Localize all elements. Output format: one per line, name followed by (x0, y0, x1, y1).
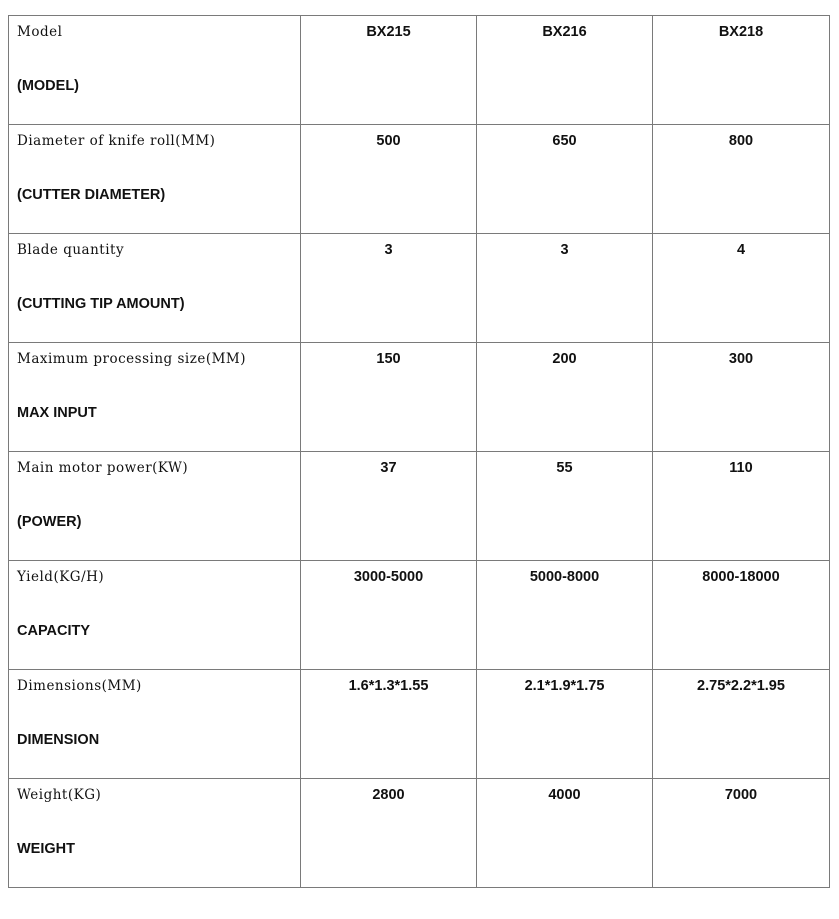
row-label-cell (9, 670, 301, 779)
row-label: Main motor power(KW) (17, 460, 189, 476)
row-sublabel: (CUTTER DIAMETER) (17, 187, 166, 203)
value-cell (301, 670, 477, 779)
value-cell (477, 452, 653, 561)
cell-value: 300 (728, 351, 754, 367)
table-row-dimension (9, 670, 830, 779)
value-cell (477, 125, 653, 234)
cell-value: BX215 (366, 24, 411, 40)
row-label: Maximum processing size(MM) (17, 351, 246, 367)
row-label: Model (17, 24, 63, 40)
cell-value: 3 (560, 242, 569, 258)
table-row-max-input (9, 343, 830, 452)
value-cell (653, 670, 830, 779)
cell-value: 2800 (372, 787, 405, 803)
value-cell (653, 561, 830, 670)
cell-value: 150 (376, 351, 401, 367)
row-label-cell (9, 452, 301, 561)
cell-value: 4 (736, 242, 746, 258)
cell-value: 5000-8000 (529, 569, 600, 585)
cell-value: 650 (552, 133, 577, 149)
cell-value: 1.6*1.3*1.55 (348, 678, 429, 694)
row-label: Dimensions(MM) (17, 678, 142, 694)
cell-value: 110 (729, 460, 753, 476)
value-cell (477, 779, 653, 888)
cell-value: BX218 (718, 24, 764, 40)
table-row-weight (9, 779, 830, 888)
value-cell (653, 452, 830, 561)
value-cell (653, 16, 830, 125)
row-label-cell (9, 16, 301, 125)
row-sublabel: MAX INPUT (17, 405, 97, 421)
value-cell (477, 234, 653, 343)
row-sublabel: CAPACITY (17, 623, 91, 639)
row-sublabel: (CUTTING TIP AMOUNT) (17, 296, 185, 312)
row-label-cell (9, 561, 301, 670)
cell-value: 3 (384, 242, 393, 258)
row-label: Diameter of knife roll(MM) (17, 133, 216, 149)
row-label-cell (9, 234, 301, 343)
value-cell (301, 234, 477, 343)
row-label: Blade quantity (17, 242, 125, 258)
value-cell (301, 343, 477, 452)
table-row-blade-quantity (9, 234, 830, 343)
cell-value: 2.75*2.2*1.95 (697, 678, 785, 694)
cell-value: 7000 (724, 787, 758, 803)
table-row-model (9, 16, 830, 125)
table-row-cutter-diameter (9, 125, 830, 234)
cell-value: 2.1*1.9*1.75 (524, 678, 605, 694)
value-cell (301, 16, 477, 125)
row-label-cell (9, 779, 301, 888)
row-label: Yield(KG/H) (17, 569, 105, 585)
cell-value: 37 (380, 460, 397, 476)
row-sublabel: WEIGHT (17, 841, 75, 857)
value-cell (653, 125, 830, 234)
cell-value: 500 (376, 133, 401, 149)
value-cell (477, 670, 653, 779)
value-cell (301, 452, 477, 561)
table-row-capacity (9, 561, 830, 670)
value-cell (477, 16, 653, 125)
value-cell (653, 234, 830, 343)
row-label-cell (9, 343, 301, 452)
cell-value: 8000-18000 (702, 569, 780, 585)
cell-value: 4000 (548, 787, 581, 803)
cell-value: 55 (556, 460, 573, 476)
row-label: Weight(KG) (17, 787, 102, 803)
value-cell (653, 343, 830, 452)
table-row-power (9, 452, 830, 561)
value-cell (301, 561, 477, 670)
cell-value: 800 (728, 133, 754, 149)
row-label-cell (9, 125, 301, 234)
spec-table (8, 15, 830, 888)
value-cell (301, 125, 477, 234)
value-cell (477, 343, 653, 452)
cell-value: BX216 (542, 24, 587, 40)
value-cell (477, 561, 653, 670)
cell-value: 200 (552, 351, 577, 367)
row-sublabel: DIMENSION (17, 732, 100, 748)
row-sublabel: (POWER) (17, 514, 82, 530)
value-cell (653, 779, 830, 888)
row-sublabel: (MODEL) (17, 78, 80, 94)
value-cell (301, 779, 477, 888)
cell-value: 3000-5000 (353, 569, 424, 585)
